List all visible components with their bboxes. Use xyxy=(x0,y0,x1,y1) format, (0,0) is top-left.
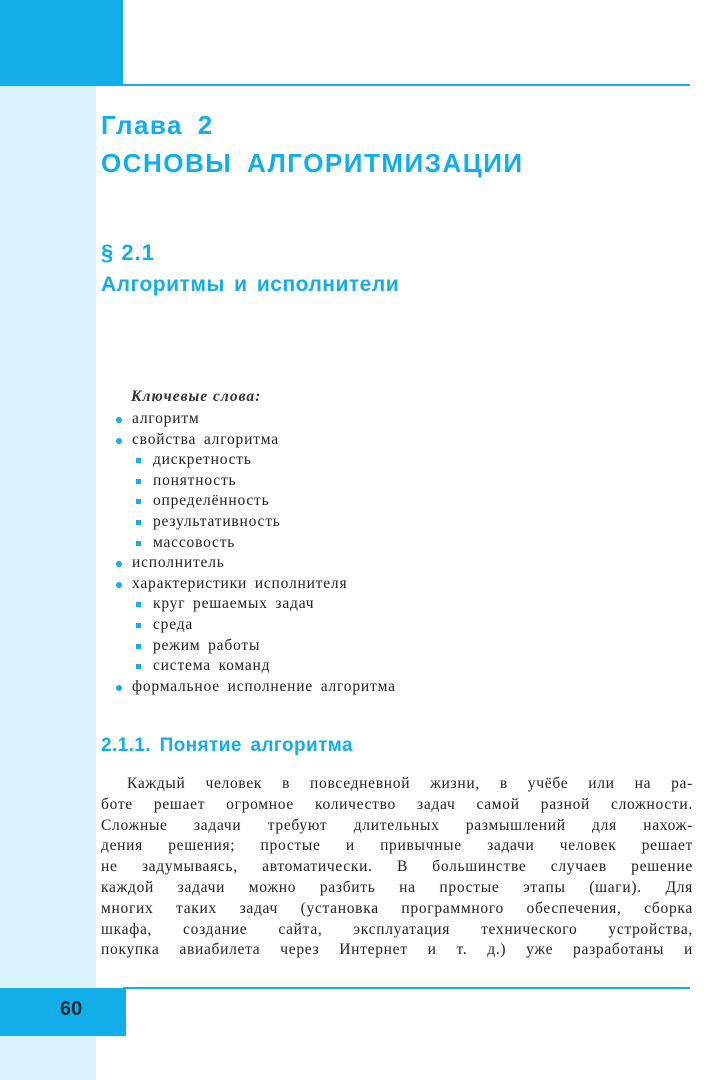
page-number: 60 xyxy=(60,998,83,1020)
body-line: Сложные задачи требуют длительных размышлений для нахож- xyxy=(101,816,693,834)
body-line: дения решения; простые и привычные задачи человек решает xyxy=(101,837,693,855)
corner-color-block xyxy=(0,0,123,86)
left-margin-band xyxy=(0,0,96,1080)
subsection-title: 2.1.1. Понятие алгоритма xyxy=(101,735,353,756)
keyword-subitem: результативность xyxy=(114,512,674,533)
body-line: не задумываясь, автоматически. В большинстве случаев решение xyxy=(101,858,693,876)
keyword-subitem: определённость xyxy=(114,491,674,512)
bottom-rule xyxy=(123,987,690,989)
chapter-title: ОСНОВЫ АЛГОРИТМИЗАЦИИ xyxy=(101,148,524,178)
keywords-block xyxy=(114,388,674,697)
keyword-subitem: круг решаемых задач xyxy=(114,594,674,615)
keyword-subitem: режим работы xyxy=(114,636,674,657)
keyword-subitem: среда xyxy=(114,615,674,636)
keyword-subitem: дискретность xyxy=(114,450,674,471)
keyword-subitem: понятность xyxy=(114,471,674,492)
keyword-item: исполнитель xyxy=(114,553,674,574)
top-rule xyxy=(123,84,690,86)
keyword-subitem: массовость xyxy=(114,533,674,554)
body-line: каждой задачи можно разбить на простые этапы (шаги). Для xyxy=(101,878,693,896)
keyword-item: характеристики исполнителя xyxy=(114,574,674,595)
chapter-label: Глава 2 xyxy=(101,110,214,140)
body-line: боте решает огромное количество задач самой разной сложности. xyxy=(101,795,693,813)
body-paragraph xyxy=(101,774,693,961)
section-number: § 2.1 xyxy=(101,240,155,265)
keywords-title: Ключевые слова: xyxy=(131,388,262,405)
body-line: Каждый человек в повседневной жизни, в учёбе или на ра- xyxy=(127,775,693,792)
keyword-item: свойства алгоритма xyxy=(114,430,674,451)
section-title: Алгоритмы и исполнители xyxy=(101,273,400,296)
keyword-item: алгоритм xyxy=(114,409,674,430)
keyword-item: формальное исполнение алгоритма xyxy=(114,677,674,698)
keywords-list xyxy=(114,409,674,697)
body-line: покупка авиабилета через Интернет и т. д.) уже разработаны и xyxy=(101,941,693,959)
body-line: многих таких задач (установка программного обеспечения, сборка xyxy=(101,899,693,917)
body-line: шкафа, создание сайта, эксплуатация технического устройства, xyxy=(101,920,693,938)
keyword-subitem: система команд xyxy=(114,656,674,677)
